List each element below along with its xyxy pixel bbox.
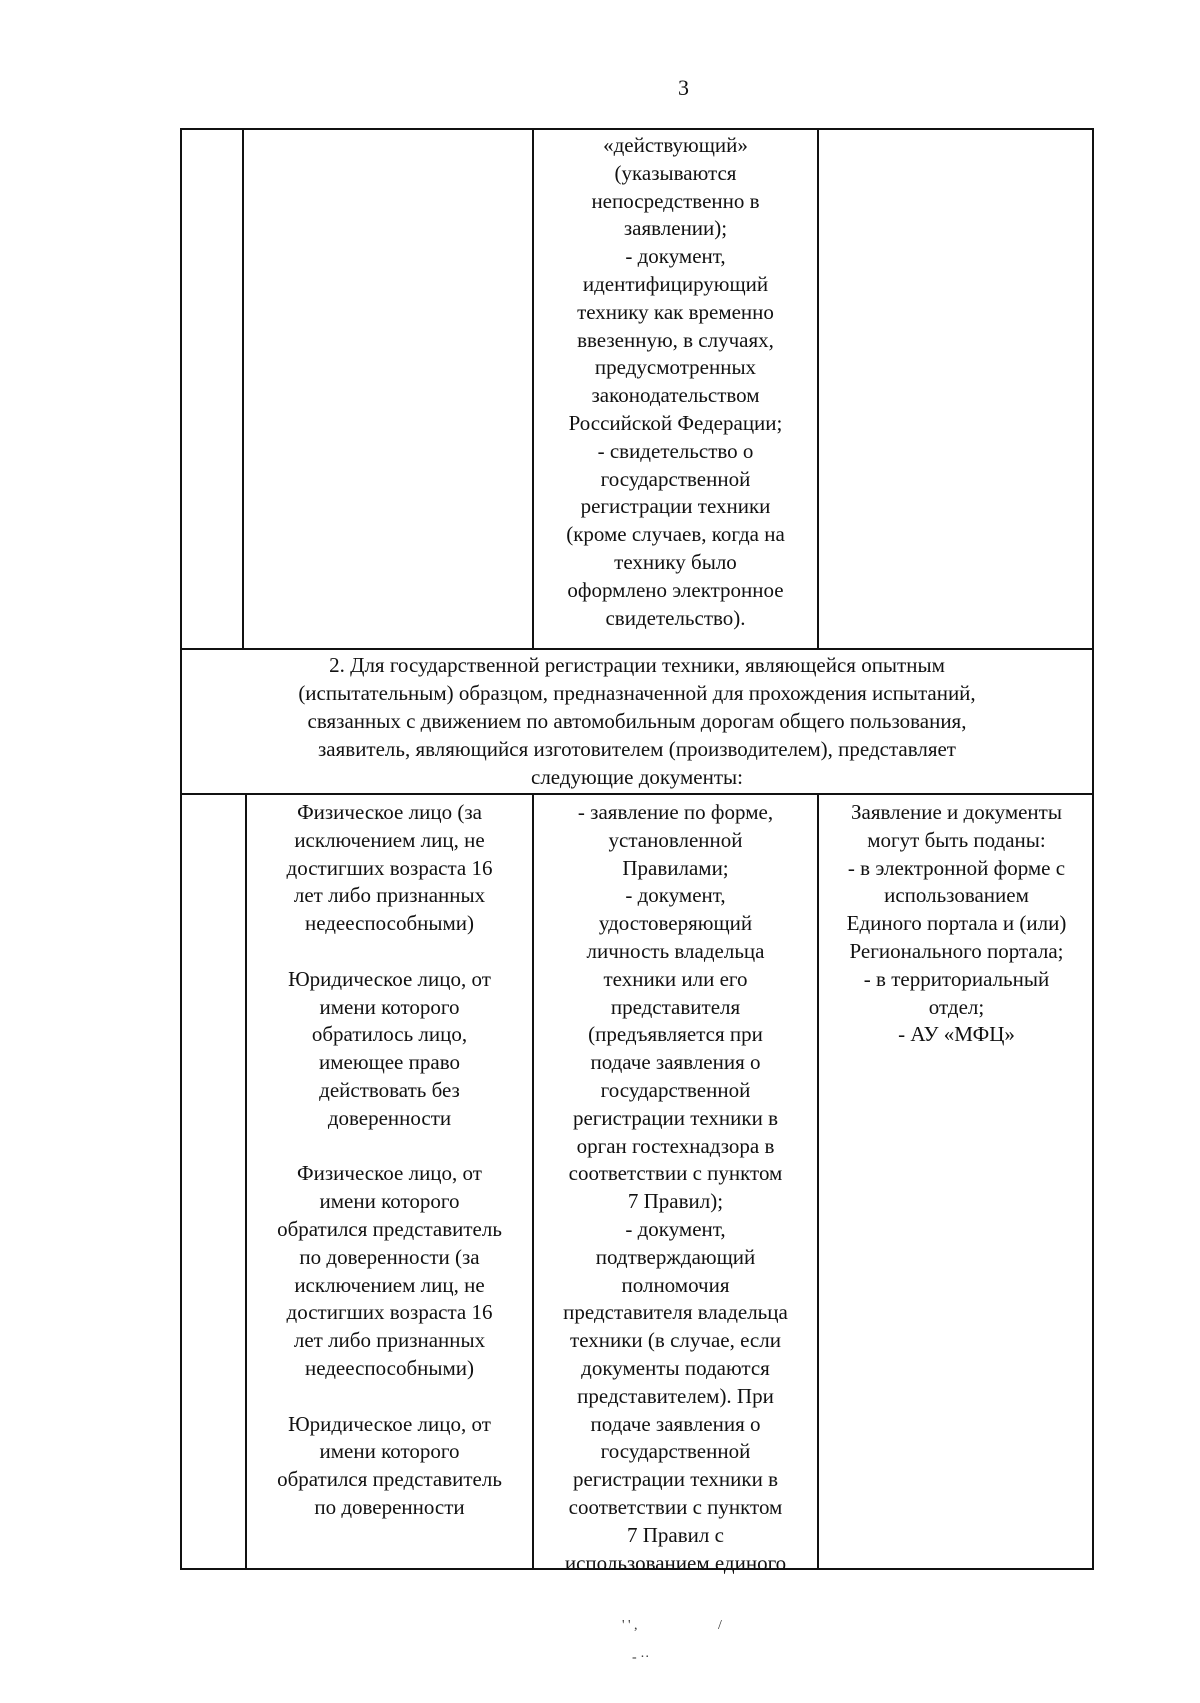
section-2-heading: 2. Для государственной регистрации техники, являющейся опытным (испытательным) образцом, предназначенной для прохождения испытаний, связанных с движением по автомобильным дорогам общего пользования, заявитель, являющийся изготовителем (производителем), представляет следующие документы: [298, 653, 976, 789]
page-number: 3 [678, 75, 689, 100]
submission-methods-cell: Заявление и документы могут быть поданы: - в электронной форме с использованием Единого портала и (или) Регионального портала; - в территориальный отдел; - АУ «МФЦ» [846, 800, 1067, 1047]
scan-artifact: / [718, 1618, 722, 1633]
scan-artifact: ' ' , [622, 1618, 638, 1633]
column-divider-1-top [242, 130, 244, 650]
bottom-row-documents-cell: - заявление по форме, установленной Правилами; - документ, удостоверяющий личность владельца техники или его представителя (предъявляется при подаче заявления о государственной регистрации техники в орган гостехнадзора в соответствии с пунктом 7 Правил); - документ, подтверждающий полномочия представителя владельца техники (в случае, если документы подаются представителем). При подаче заявления о государственной регистрации техники в соответствии с пунктом 7 Правил с использованием единого [563, 800, 788, 1575]
scan-artifact: - ·· [632, 1650, 650, 1665]
document-table [180, 128, 1094, 1575]
applicants-cell: Физическое лицо (за исключением лиц, не достигших возраста 16 лет либо признанных недееспособными) Юридическое лицо, от имени которого обратилось лицо, имеющее право действовать без доверенности Физическое лицо, от имени которого обратился представитель по доверенности (за исключением лиц, не достигших возраста 16 лет либо признанных недееспособными) Юридическое лицо, от имени которого обратился представитель по доверенности [277, 800, 502, 1519]
column-divider-3-top [817, 130, 819, 650]
section-bottom-border [182, 793, 1092, 795]
section-top-border [182, 648, 1092, 650]
top-row-documents-cell: «действующий» (указываются непосредственно в заявлении); - документ, идентифицирующий технику как временно ввезенную, в случаях, предусмотренных законодательством Российской Федерации; - свидетельство о государственной регистрации техники (кроме случаев, когда на технику было оформлено электронное свидетельство). [566, 133, 785, 630]
